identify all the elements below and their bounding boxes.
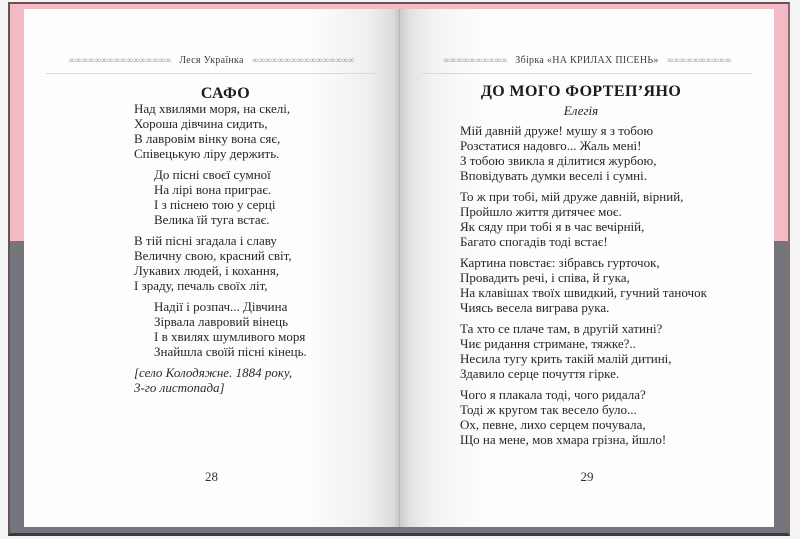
poem-line: І з піснею тою у серці — [154, 197, 276, 212]
poem-line: Розстатися надовго... Жаль мені! — [460, 138, 642, 153]
stanza — [460, 123, 764, 183]
attribution-line: 3-го листопада] — [134, 380, 225, 395]
chain-ornament-icon: ∞∞∞∞∞∞∞∞∞∞ — [443, 56, 508, 65]
poem-subtitle-elehiia: Елегія — [563, 103, 599, 118]
poem-line: З тобою звикла я ділитися журбою, — [460, 153, 657, 168]
book-pages — [24, 9, 774, 527]
poem-title-do-moho-fortepiano: ДО МОГО ФОРТЕП’ЯНО — [480, 83, 682, 100]
poem-line: Що на мене, мов хмара грізна, йшло! — [460, 432, 667, 447]
chain-ornament-icon: ∞∞∞∞∞∞∞∞∞∞∞∞∞∞∞∞ — [68, 56, 172, 65]
poem-line: То ж при тобі, мій друже давній, вірний, — [460, 189, 684, 204]
stanza — [134, 167, 387, 227]
poem-line: І в хвилях шумливого моря — [154, 329, 306, 344]
poem-line: Як сяду при тобі я в час вечірній, — [460, 219, 645, 234]
poem-line: Та хто се плаче там, в другій хатині? — [460, 321, 663, 336]
poem-line: На клавішах твоїх швидкий, гучний таночок — [460, 285, 707, 300]
right-page-running-head — [422, 55, 752, 74]
poem-line: Хороша дівчина сидить, — [134, 116, 268, 131]
author-running-head-label: Леся Українка — [179, 55, 244, 66]
stanza — [460, 255, 764, 315]
collection-running-head-label: Збірка «НА КРИЛАХ ПІСЕНЬ» — [515, 55, 659, 66]
chain-ornament-icon: ∞∞∞∞∞∞∞∞∞∞∞∞∞∞∞∞ — [251, 56, 355, 65]
poem-line: Тоді ж кругом так весело було... — [460, 402, 637, 417]
left-page-running-head — [46, 55, 377, 74]
poem-line: Провадить речі, і співа, й гука, — [460, 270, 630, 285]
poem-line: Вповідувать думки веселі і сумні. — [460, 168, 647, 183]
stanza — [460, 189, 764, 249]
poem-line: Надії і розпач... Дівчина — [154, 299, 288, 314]
poem-line: Картина повстає: зібравсь гурточок, — [460, 255, 660, 270]
poem-line: Велика їй туга встає. — [154, 212, 270, 227]
poem-line: Ох, певне, лихо серцем почувала, — [460, 417, 646, 432]
poem-line: Пройшло життя дитячеє моє. — [460, 204, 622, 219]
poem-line: Величну свою, красний світ, — [134, 248, 292, 263]
stanza — [460, 387, 764, 447]
poem-line: Багато спогадів тоді встає! — [460, 234, 608, 249]
poem-line: Мій давній друже! мушу я з тобою — [460, 123, 654, 138]
poem-line: Несила тугу крить такій малій дитині, — [460, 351, 672, 366]
right-page — [399, 9, 774, 527]
poem-line: На лірі вона приграє. — [154, 182, 272, 197]
poem-line: Чиясь весела виграва рука. — [460, 300, 610, 315]
left-page — [24, 9, 399, 527]
right-poem-body — [460, 123, 764, 453]
poem-line: Лукавих людей, і кохання, — [134, 263, 280, 278]
poem-line: Знайшла своїй пісні кінець. — [154, 344, 307, 359]
poem-line: До пісні своєї сумної — [154, 167, 271, 182]
poem-line: В тій пісні згадала і славу — [134, 233, 277, 248]
poem-attribution — [134, 365, 387, 395]
poem-line: Здавило серце почуття гірке. — [460, 366, 620, 381]
stanza — [134, 233, 387, 293]
page-number-left: 28 — [205, 469, 218, 484]
open-book — [8, 2, 790, 536]
stanza — [460, 321, 764, 381]
poem-line: В лавровім вінку вона сяє, — [134, 131, 281, 146]
poem-line: Співецькую ліру держить. — [134, 146, 280, 161]
poem-line: Над хвилями моря, на скелі, — [134, 101, 291, 116]
poem-line: Чого я плакала тоді, чого ридала? — [460, 387, 646, 402]
poem-line: Чиє ридання стримане, тяжке?.. — [460, 336, 636, 351]
poem-title-safo: САФО — [200, 85, 251, 102]
chain-ornament-icon: ∞∞∞∞∞∞∞∞∞∞ — [666, 56, 731, 65]
left-poem-body — [134, 101, 387, 395]
attribution-line: [село Колодяжне. 1884 року, — [134, 365, 293, 380]
poem-line: І зраду, печаль своїх літ, — [134, 278, 268, 293]
stanza — [134, 299, 387, 359]
poem-line: Зірвала лавровий вінець — [154, 314, 289, 329]
stanza — [134, 101, 387, 161]
page-number-right: 29 — [580, 469, 594, 484]
